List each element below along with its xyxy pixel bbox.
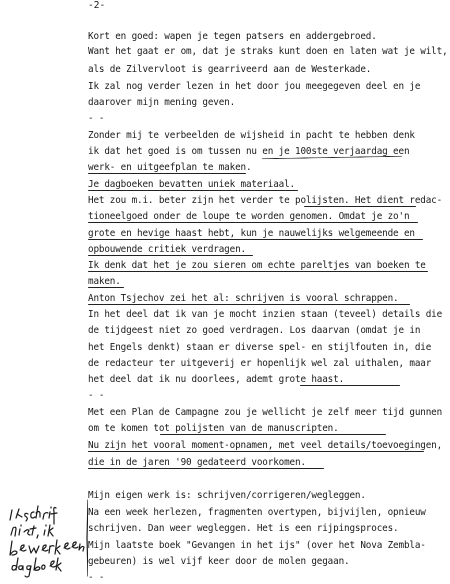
text-line: Kort en goed: wapen je tegen patsers en addergebroed. [88, 31, 377, 42]
text-line: In het deel dat ik van je mocht inzien staan (teveel) details die [88, 309, 443, 320]
text-line: de tijdgeest niet zo goed verdragen. Los daarvan (omdat je in [88, 325, 421, 336]
text-line: Je dagboeken bevatten uniek materiaal. [88, 179, 295, 190]
text-line: maken. [88, 276, 121, 287]
text-line: daarover mijn mening geven. [88, 97, 236, 108]
separator: - - [88, 390, 105, 401]
pen-underline [88, 173, 246, 174]
pen-underline [88, 287, 124, 288]
pen-underline [304, 206, 416, 207]
text-line: de redacteur ter uitgeverij er hopenlijk wel zal uithalen, maar [88, 358, 432, 369]
pen-underline [160, 434, 386, 435]
text-line: Mijn laatste boek "Gevangen in het ijs" (over het Nova Zembla- [88, 540, 426, 551]
text-line: Mijn eigen werk is: schrijven/corrigeren/wegleggen. [88, 490, 366, 501]
pen-underline [88, 255, 253, 256]
text-line: Want het gaat er om, dat je straks kunt doen en laten wat je wilt, [88, 46, 448, 57]
handwritten-margin-note [2, 498, 88, 578]
text-line: Het zou m.i. beter zijn het verder te polijsten. Het dient redac- [88, 195, 443, 206]
text-line: schrijven. Dan weer wegleggen. Het is een rijpingsproces. [88, 523, 399, 534]
text-line: Met een Plan de Campagne zou je wellicht je zelf meer tijd gunnen [88, 407, 443, 418]
text-line: als de Zilvervloot is gearriveerd aan de Westerkade. [88, 64, 372, 75]
text-line: Anton Tsjechov zei het al: schrijven is vooral schrappen. [88, 293, 399, 304]
page-number: -2- [88, 0, 106, 11]
text-line: Zonder mij te verbeelden de wijsheid in pacht te hebben denk [88, 130, 415, 141]
pen-underline [88, 222, 418, 223]
text-line: Nu zijn het vooral moment-opnamen, met veel details/toevoegingen, [88, 440, 443, 451]
separator: - - [88, 113, 105, 124]
separator: - - [88, 572, 105, 583]
pen-underline [88, 271, 428, 272]
text-line: het Engels denkt) staan er diverse spel- en stijlfouten in, die [88, 342, 432, 353]
text-line: het deel dat ik nu doorlees, ademt grote haast. [88, 374, 345, 385]
text-line: tioneelgoed onder de loupe te worden genomen. Omdat je zo'n [88, 211, 410, 222]
text-line: om te komen tot polijsten van de manuscripten. [88, 423, 339, 434]
pen-underline [88, 451, 424, 452]
text-line: Na een week herlezen, fragmenten overtypen, bijvijlen, opnieuw [88, 507, 426, 518]
text-line: Ik denk dat het je zou sieren om echte pareltjes van boeken te [88, 260, 426, 271]
text-line: ik dat het goed is om tussen nu en je 100ste verjaardag een [88, 146, 410, 157]
pen-underline [300, 385, 400, 386]
text-line: grote en hevige haast hebt, kun je nauwelijks welgemeende en [88, 228, 415, 239]
text-line: gebeuren) is wel vijf keer door de molen gegaan. [88, 556, 350, 567]
handwriting-drawing [2, 498, 88, 578]
pen-underline [88, 190, 298, 191]
text-line: die in de jaren '90 gedateerd voorkomen. [88, 457, 306, 468]
pen-underline [88, 468, 324, 469]
pen-underline [88, 239, 423, 240]
text-line: opbouwende critiek verdragen. [88, 244, 246, 255]
text-line: Ik zal nog verder lezen in het door jou meegegeven deel en je [88, 81, 421, 92]
text-line: werk- en uitgeefplan te maken. [88, 162, 252, 173]
pen-underline [88, 304, 410, 305]
